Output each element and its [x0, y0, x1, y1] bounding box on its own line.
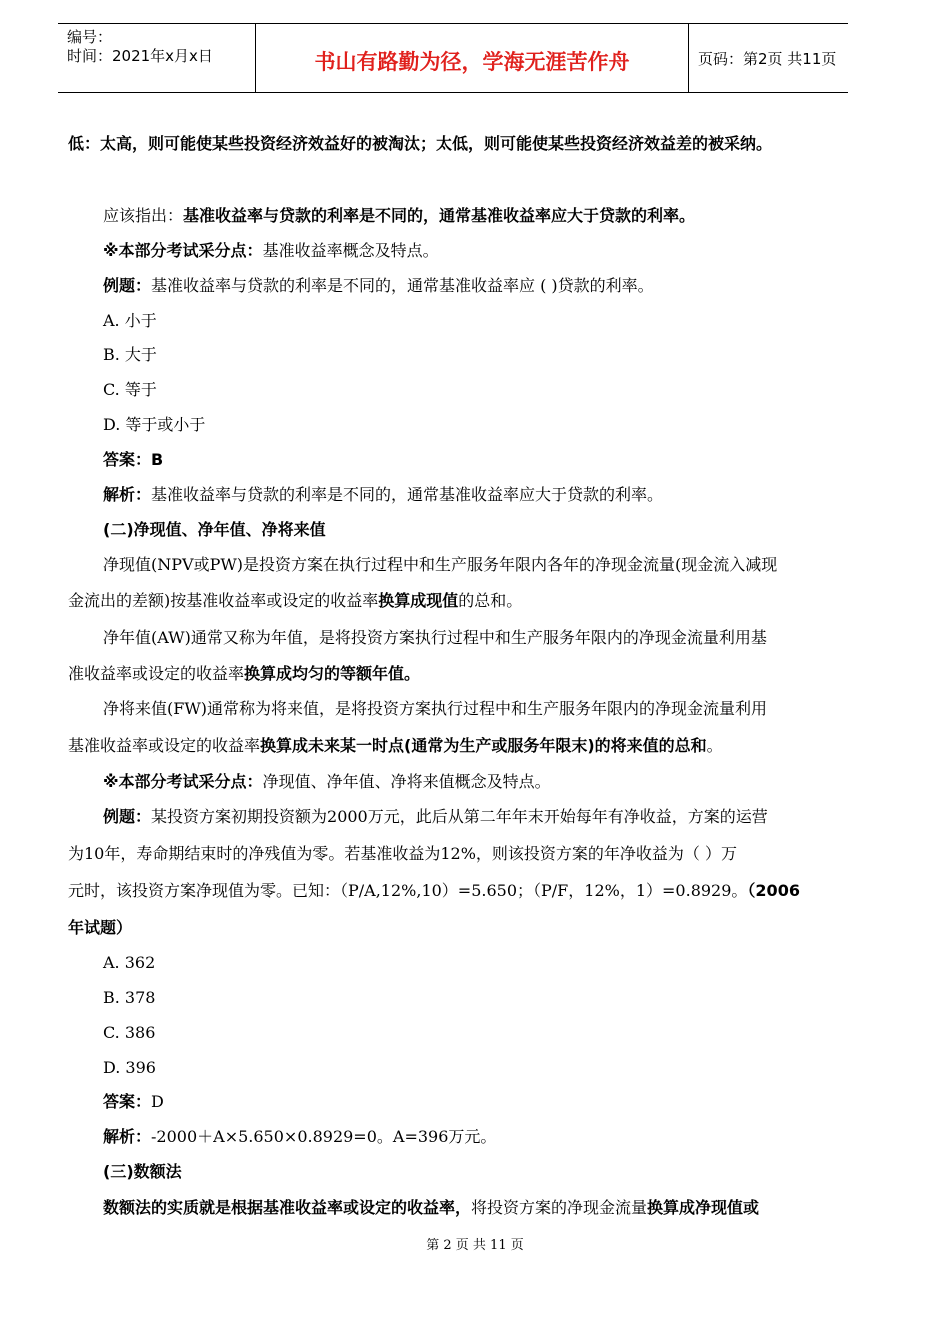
aw-emphasis: 换算成均匀的等额年值。	[244, 664, 421, 683]
exam-points-text: 净现值、净年值、净将来值概念及特点。	[262, 772, 551, 791]
example-text: 某投资方案初期投资额为2000万元，此后从第二年年末开始每年有净收益，方案的运营	[151, 807, 768, 826]
npv-line-1: 净现值(NPV或PW)是投资方案在执行过程中和生产服务年限内各年的净现金流量(现金流入减现	[103, 555, 778, 574]
amount-method-text: 将投资方案的净现金流量	[471, 1198, 648, 1217]
page-header	[58, 23, 848, 93]
npv-text: 金流出的差额)按基准收益率或设定的收益率	[68, 591, 379, 610]
aw-text: 准收益率或设定的收益率	[68, 664, 245, 683]
example-text: 基准收益率与贷款的利率是不同的，通常基准收益率应 ( )贷款的利率。	[151, 276, 654, 295]
aw-line-1: 净年值(AW)通常又称为年值，是将投资方案执行过程中和生产服务年限内的净现金流量利用基	[103, 628, 767, 647]
amount-method-emphasis: 数额法的实质就是根据基准收益率或设定的收益率，	[103, 1198, 472, 1217]
explanation-label: 解析：	[103, 485, 152, 504]
exam-points-text: 基准收益率概念及特点。	[262, 241, 439, 260]
document-number-label: 编号：	[67, 28, 113, 46]
header-page-info: 页码：第2页 共11页	[698, 50, 837, 68]
example-1	[103, 267, 875, 304]
example-text: 元时，该投资方案净现值为零。已知：（P/A,12%,10）=5.650；（P/F，12%，1）=0.8929。	[68, 881, 748, 900]
explanation-label: 解析：	[103, 1127, 152, 1146]
header-motto-cell	[256, 24, 689, 92]
example-2-line-4: 年试题）	[68, 918, 133, 937]
explanation-2	[103, 1118, 875, 1155]
note-emphasis: 基准收益率与贷款的利率是不同的，通常基准收益率应大于贷款的利率。	[183, 206, 696, 225]
npv-line-2	[68, 582, 840, 619]
note-label: 应该指出：	[103, 206, 184, 225]
option-d: D. 等于或小于	[103, 415, 206, 434]
section-heading-3: (三)数额法	[103, 1162, 182, 1181]
option-b: B. 378	[103, 988, 156, 1007]
explanation-1	[103, 476, 875, 513]
fw-line-1: 净将来值(FW)通常称为将来值，是将投资方案执行过程中和生产服务年限内的净现金流量利用	[103, 699, 768, 718]
section-heading-2: (二)净现值、净年值、净将来值	[103, 520, 326, 539]
fw-tail: 。	[706, 736, 723, 755]
exam-points-2	[103, 763, 875, 800]
option-b: B. 大于	[103, 345, 157, 364]
fw-line-2	[68, 727, 840, 764]
header-meta-cell	[58, 24, 256, 92]
example-label: 例题：	[103, 276, 152, 295]
option-c: C. 等于	[103, 380, 157, 399]
explanation-text: -2000＋A×5.650×0.8929=0。A=396万元。	[151, 1127, 497, 1146]
example-year: （2006	[747, 881, 800, 900]
npv-emphasis: 换算成现值	[378, 591, 459, 610]
answer-1	[103, 441, 875, 478]
header-motto: 书山有路勤为径，学海无涯苦作舟	[314, 50, 630, 74]
fw-emphasis: 换算成未来某一时点(通常为生产或服务年限末)的将来值的总和	[260, 736, 707, 755]
aw-line-2	[68, 655, 840, 692]
option-c: C. 386	[103, 1023, 156, 1042]
option-a: A. 小于	[103, 311, 157, 330]
answer-label: 答案：	[103, 1092, 152, 1111]
example-2-line-1	[103, 798, 875, 835]
text-line-low-high: 低：太高，则可能使某些投资经济效益好的被淘汰；太低，则可能使某些投资经济效益差的被采纳。	[68, 134, 773, 153]
answer-label: 答案：	[103, 450, 152, 469]
answer-value: D	[151, 1092, 164, 1111]
option-d: D. 396	[103, 1058, 156, 1077]
option-a: A. 362	[103, 953, 156, 972]
explanation-text: 基准收益率与贷款的利率是不同的，通常基准收益率应大于贷款的利率。	[151, 485, 664, 504]
example-2-line-3	[68, 872, 840, 909]
document-time-label: 时间：2021年x月x日	[67, 47, 213, 65]
amount-method-emphasis-2: 换算成净现值或	[647, 1198, 760, 1217]
answer-2	[103, 1083, 875, 1120]
fw-text: 基准收益率或设定的收益率	[68, 736, 261, 755]
text-line-note	[103, 197, 875, 234]
header-page-cell	[689, 24, 848, 92]
answer-value: B	[151, 450, 164, 469]
page-footer: 第 2 页 共 11 页	[426, 1238, 524, 1253]
amount-method-line	[103, 1189, 875, 1226]
example-label: 例题：	[103, 807, 152, 826]
npv-tail: 的总和。	[458, 591, 523, 610]
example-2-line-2: 为10年，寿命期结束时的净残值为零。若基准收益为12%，则该投资方案的年净收益为（ ）万	[68, 844, 738, 863]
exam-points-label: ※本部分考试采分点：	[103, 772, 263, 791]
exam-points-1	[103, 232, 875, 269]
exam-points-label: ※本部分考试采分点：	[103, 241, 263, 260]
